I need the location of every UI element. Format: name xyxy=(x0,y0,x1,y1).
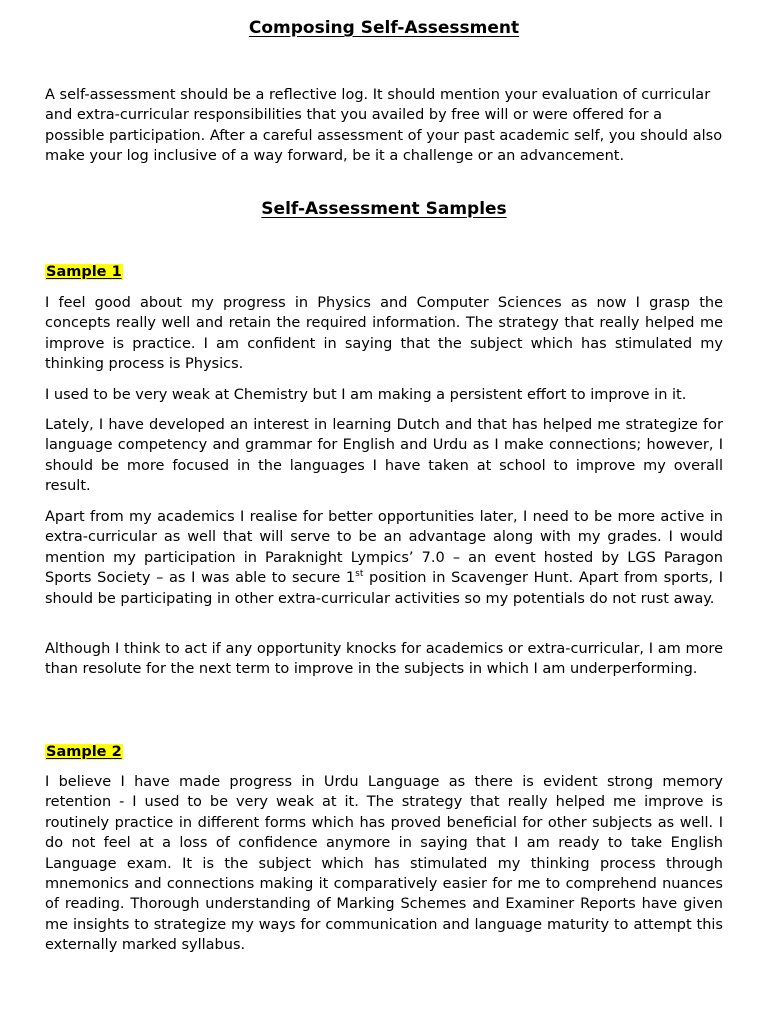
sample-1-paragraph-4-part-2: position in Scavenger Hunt. Apart from sports, I should be participating in other extra-curricular activities so my potentials do not rust away. xyxy=(45,570,723,607)
intro-paragraph: A self-assessment should be a reflective log. It should mention your evaluation of curricular and extra-curricular responsibilities that you availed by free will or were offered for a possible participation. After a careful assessment of your past academic self, you should also make your log inclusive of a way forward, be it a challenge or an advancement. xyxy=(45,87,723,165)
sample-2-heading-text: Sample 2 xyxy=(46,744,122,760)
sample-1-paragraph-4-part-1: Apart from my academics I realise for better opportunities later, I need to be more active in extra-curricular as well that will serve to be an advantage along with my grades. I would mention my participation in Paraknight Lympics’ 7.0 – an event hosted by LGS Paragon Sports Society – as I was able to secure 1 xyxy=(45,509,723,587)
document-title xyxy=(0,17,768,39)
sample-1-paragraph-4 xyxy=(45,507,723,609)
sample-1-paragraph-2: I used to be very weak at Chemistry but I am making a persistent effort to improve in it. xyxy=(45,387,687,403)
section-title xyxy=(0,198,768,220)
sample-1-paragraph-3: Lately, I have developed an interest in learning Dutch and that has helped me strategize for language competency and grammar for English and Urdu as I make connections; however, I should be more focused in the languages I have taken at school to improve my overall result. xyxy=(45,417,723,495)
sample-1-paragraph-1: I feel good about my progress in Physics and Computer Sciences as now I grasp the concepts really well and retain the required information. The strategy that really helped me improve is practice. I am confident in saying that the subject which has stimulated my thinking process is Physics. xyxy=(45,295,723,373)
section-title-text: Self-Assessment Samples xyxy=(261,199,507,219)
sample-1-paragraph-5: Although I think to act if any opportunity knocks for academics or extra-curricular, I am more than resolute for the next term to improve in the subjects in which I am underperforming. xyxy=(45,641,723,678)
sample-2-heading xyxy=(45,742,123,762)
ordinal-suffix: st xyxy=(355,569,364,580)
sample-2-paragraph-1: I believe I have made progress in Urdu Language as there is evident strong memory retention - I used to be very weak at it. The strategy that really helped me improve is routinely practice in different forms which has proved beneficial for other subjects as well. I do not feel at a loss of confidence anymore in saying that I am ready to take English Language exam. It is the subject which has stimulated my thinking process through mnemonics and connections making it comparatively easier for me to comprehend nuances of reading. Thorough understanding of Marking Schemes and Examiner Reports have given me insights to strategize my ways for communication and language maturity to attempt this externally marked syllabus. xyxy=(45,774,723,954)
sample-1-heading xyxy=(45,262,123,282)
document-title-text: Composing Self-Assessment xyxy=(248,18,520,38)
sample-1-heading-text: Sample 1 xyxy=(46,264,122,280)
